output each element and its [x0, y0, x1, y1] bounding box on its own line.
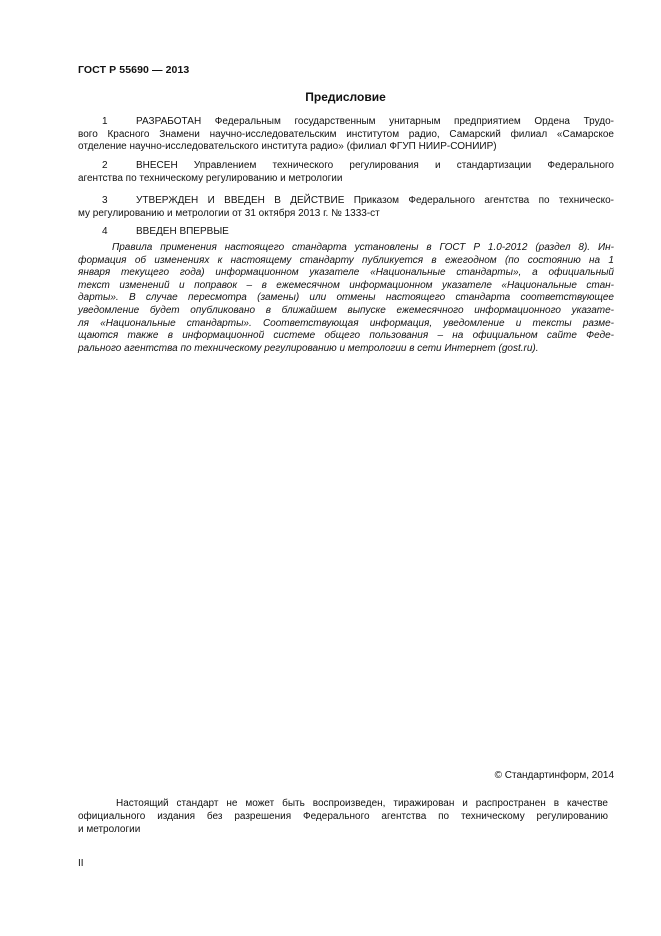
- item-line: 4 ВВЕДЕН ВПЕРВЫЕ: [102, 226, 229, 237]
- note-line: Правила применения настоящего стандарта установлены в ГОСТ Р 1.0-2012 (раздел 8). Ин-: [112, 242, 614, 253]
- page-title: Предисловие: [305, 90, 386, 104]
- notice-line: и метрологии: [78, 824, 141, 835]
- foreword-item-1: [78, 116, 614, 154]
- note-line: уведомление будет опубликовано в ближайшем выпуске ежемесячного информационного указате-: [78, 304, 614, 316]
- reproduction-notice: [78, 797, 608, 836]
- foreword-item-3: [78, 195, 614, 220]
- note-line: дарты». В случае пересмотра (замены) или отмены настоящего стандарта соответствующее: [78, 292, 614, 304]
- note-line: ля «Национальные стандарты». Соответствующая информация, уведомление и тексты разме-: [78, 317, 614, 329]
- item-number: 3: [102, 195, 108, 206]
- note-line: рального агентства по техническому регулированию и метрологии в сети Интернет (gost.ru).: [78, 342, 539, 354]
- note-line: текст изменений и поправок – в ежемесячном информационном указателе «Национальные стан-: [78, 279, 614, 291]
- item-line: 2 ВНЕСЕН Управлением технического регулирования и стандартизации Федерального: [102, 160, 614, 171]
- item-line: агентства по техническому регулированию и метрологии: [78, 172, 343, 184]
- item-number: 1: [102, 116, 108, 127]
- page-number: II: [78, 858, 84, 869]
- item-line: му регулированию и метрологии от 31 октября 2013 г. № 1333-ст: [78, 207, 380, 219]
- document-code: ГОСТ Р 55690 — 2013: [78, 64, 190, 76]
- copyright: © Стандартинформ, 2014: [494, 770, 614, 781]
- item-line: отделение научно-исследовательского института радио» (филиал ФГУП НИИР-СОНИИР): [78, 141, 497, 153]
- foreword-item-4: [78, 226, 614, 239]
- foreword-item-2: [78, 160, 614, 185]
- note-line: щаются также в информационной системе общего пользования – на официальном сайте Феде-: [78, 330, 614, 342]
- application-rules-note: [78, 242, 614, 355]
- note-line: формация об изменениях к настоящему стандарту публикуется в ежегодном (по состоянию на 1: [78, 254, 614, 266]
- item-line: 3 УТВЕРЖДЕН И ВВЕДЕН В ДЕЙСТВИЕ Приказом Федерального агентства по техническо-: [102, 195, 614, 206]
- item-line: вого Красного Знамени научно-исследовательским институтом радио, Самарский филиал «Самарское: [78, 128, 614, 140]
- item-number: 4: [102, 226, 108, 237]
- notice-line: Настоящий стандарт не может быть воспроизведен, тиражирован и распространен в качестве: [116, 798, 608, 809]
- item-line: 1 РАЗРАБОТАН Федеральным государственным унитарным предприятием Ордена Трудо-: [102, 116, 614, 127]
- note-line: января текущего года) информационном указателе «Национальные стандарты», а официальный: [78, 267, 614, 279]
- notice-line: официального издания без разрешения Федерального агентства по техническому регулированию: [78, 811, 608, 822]
- item-number: 2: [102, 160, 108, 171]
